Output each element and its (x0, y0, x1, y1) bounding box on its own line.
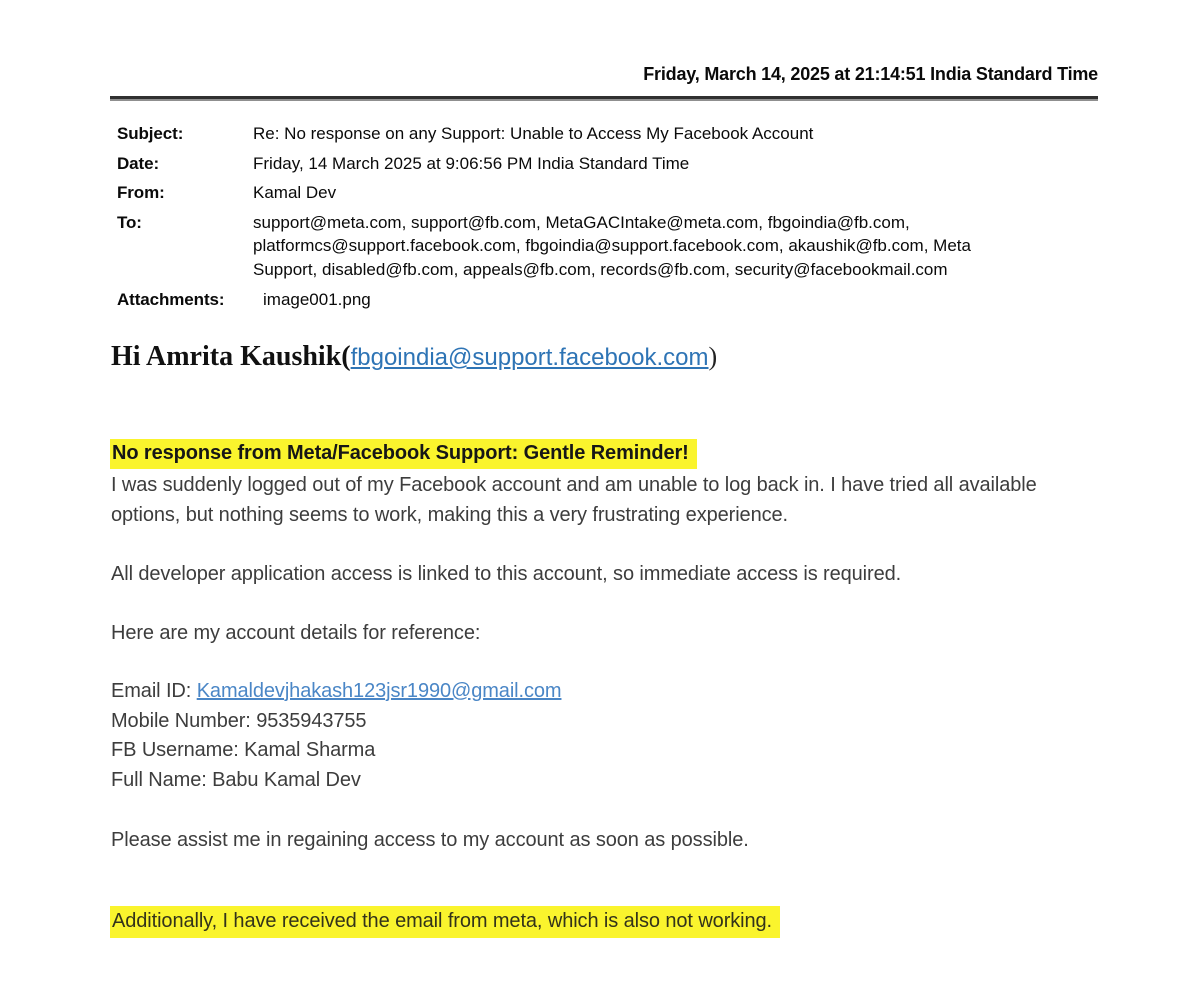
email-id-label: Email ID: (111, 680, 197, 702)
printed-timestamp: Friday, March 14, 2025 at 21:14:51 India Standard Time (643, 64, 1098, 84)
mobile-number-line: Mobile Number: 9535943755 (111, 709, 367, 732)
email-id-link[interactable]: Kamaldevjhakash123jsr1990@gmail.com (196, 680, 562, 702)
from-value: Kamal Dev (253, 183, 337, 203)
paragraph-account-details-intro: Here are my account details for reference: (111, 622, 481, 644)
subject-value: Re: No response on any Support: Unable to Access My Facebook Account (253, 124, 814, 143)
greeting-close-paren: ) (708, 342, 718, 371)
from-label: From: (117, 183, 165, 203)
attachment-filename[interactable]: image001.png (263, 289, 371, 309)
highlighted-heading: No response from Meta/Facebook Support: Gentle Reminder! (110, 439, 697, 469)
full-name-line: Full Name: Babu Kamal Dev (111, 768, 361, 791)
greeting-email-link[interactable]: fbgoindia@support.facebook.com (350, 344, 709, 371)
date-label: Date: (117, 153, 160, 173)
header-row-date (117, 152, 1101, 176)
email-id-line (111, 677, 561, 707)
to-value (253, 211, 1101, 282)
date-value: Friday, 14 March 2025 at 9:06:56 PM India Standard Time (253, 153, 690, 173)
highlighted-footer: Additionally, I have received the email from meta, which is also not working. (110, 906, 780, 938)
email-header-table (117, 122, 1101, 317)
account-details-block (111, 677, 561, 795)
to-value-line: support@meta.com, support@fb.com, MetaGACIntake@meta.com, fbgoindia@fb.com, (253, 212, 910, 232)
greeting-line (111, 341, 717, 373)
paragraph-logged-out: I was suddenly logged out of my Facebook account and am unable to log back in. I have tried all available options, but nothing seems to work, making this a very frustrating experience. (111, 474, 1037, 526)
paragraph-developer-access: All developer application access is linked to this account, so immediate access is required. (111, 563, 902, 585)
to-label: To: (117, 212, 142, 232)
header-divider (110, 96, 1098, 101)
attachments-label: Attachments: (117, 289, 225, 309)
header-row-subject (117, 122, 1101, 146)
paragraph-assist-request: Please assist me in regaining access to my account as soon as possible. (111, 829, 749, 851)
header-row-to (117, 211, 1101, 282)
greeting-text: Hi Amrita Kaushik( (111, 341, 351, 372)
subject-label: Subject: (117, 124, 184, 143)
header-row-from (117, 181, 1101, 205)
to-value-line: platformcs@support.facebook.com, fbgoindia@support.facebook.com, akaushik@fb.com, Meta (253, 236, 971, 256)
fb-username-line: FB Username: Kamal Sharma (111, 739, 376, 762)
to-value-line: Support, disabled@fb.com, appeals@fb.com, records@fb.com, security@facebookmail.com (253, 259, 948, 279)
header-row-attachments (117, 288, 1101, 312)
